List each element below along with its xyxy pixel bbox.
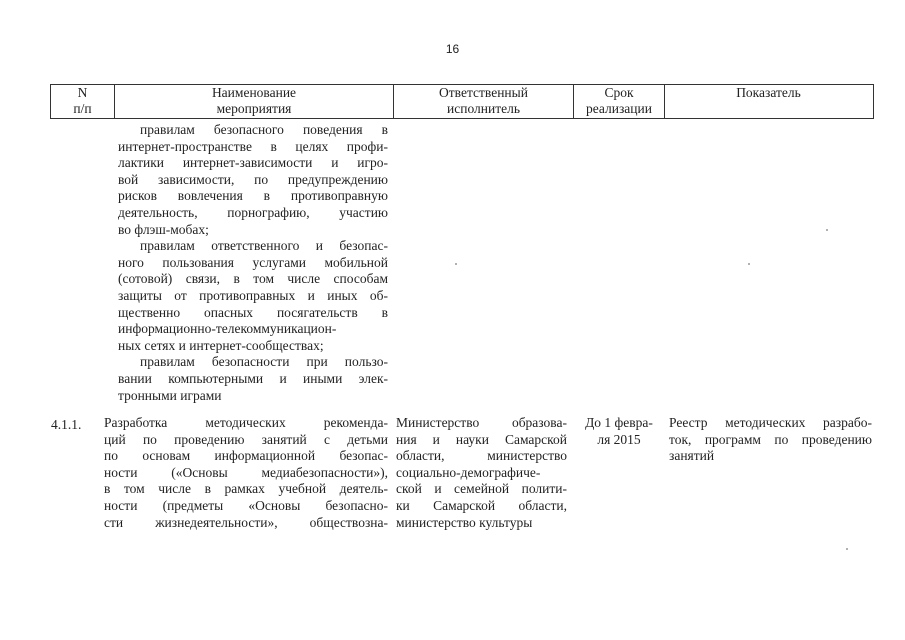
scan-speck xyxy=(846,548,848,550)
text-line: правилам ответственного и безопас- xyxy=(140,238,388,254)
header-term-line1: Срок xyxy=(604,85,634,100)
header-term-line2: реализации xyxy=(586,100,652,116)
text-line: интернет-пространстве в целях профи- xyxy=(118,138,388,154)
text-line: в том числе в рамках учебной деятель- xyxy=(104,481,388,497)
text-line: деятельность, порнографию, участию xyxy=(118,204,388,220)
text-line: ской и семейной полити- xyxy=(396,481,567,497)
header-indicator xyxy=(665,84,872,119)
text-line: во флэш-мобах; xyxy=(118,221,209,237)
page-number: 16 xyxy=(445,42,460,56)
text-line: ности («Основы медиабезопасности»), xyxy=(104,464,388,480)
text-line: сти жизнедеятельности», обществозна- xyxy=(104,514,388,530)
text-line: министерство культуры xyxy=(396,514,533,530)
text-line: ки Самарской области, xyxy=(396,497,567,513)
header-number-line1: N xyxy=(77,85,88,100)
text-line: ток, программ по проведению xyxy=(669,431,872,447)
header-responsible-line1: Ответственный xyxy=(439,85,528,100)
scan-speck xyxy=(826,229,828,231)
text-line: ного пользования услугами мобильной xyxy=(118,254,388,270)
header-term xyxy=(574,84,664,119)
text-line: щественно опасных посягательств в xyxy=(118,304,388,320)
text-line: Министерство образова- xyxy=(396,415,567,430)
header-name xyxy=(115,84,393,119)
row-indicator-cell xyxy=(669,415,872,465)
row-name-cell xyxy=(104,415,388,531)
scan-speck xyxy=(748,263,750,265)
text-line: занятий xyxy=(669,448,715,464)
text-line: социально-демографиче- xyxy=(396,464,541,480)
text-line: ля 2015 xyxy=(597,431,641,447)
text-line: Реестр методических разрабо- xyxy=(669,415,872,430)
header-responsible xyxy=(394,84,573,119)
text-line: области, министерство xyxy=(396,448,567,464)
text-line: лактики интернет-зависимости и игро- xyxy=(118,155,388,171)
text-line: (сотовой) связи, в том числе способам xyxy=(118,271,388,287)
header-name-line2: мероприятия xyxy=(216,100,292,116)
text-line: правилам безопасности при пользо- xyxy=(140,354,388,370)
text-line: вой зависимости, по предупреждению xyxy=(118,171,388,187)
text-line: До 1 февра- xyxy=(585,415,653,430)
continuation-text xyxy=(118,122,388,404)
header-number-line2: п/п xyxy=(73,100,92,116)
row-number: 4.1.1. xyxy=(51,417,82,432)
text-line: Разработка методических рекоменда- xyxy=(104,415,388,430)
text-line: правилам безопасного поведения в xyxy=(140,122,388,137)
row-responsible-cell xyxy=(396,415,567,531)
text-line: вании компьютерными и иными элек- xyxy=(118,370,388,386)
header-name-line1: Наименование xyxy=(211,85,297,100)
text-line: защиты от противоправных и иных об- xyxy=(118,287,388,303)
header-responsible-line2: исполнитель xyxy=(447,100,520,116)
text-line: тронными играми xyxy=(118,387,222,403)
text-line: ций по проведению занятий с детьми xyxy=(104,431,388,447)
header-indicator-text: Показатель xyxy=(736,85,801,100)
text-line: информационно-телекоммуникацион- xyxy=(118,321,337,337)
text-line: ных сетях и интернет-сообществах; xyxy=(118,337,324,353)
text-line: ности (предметы «Основы безопасно- xyxy=(104,497,388,513)
row-term-cell xyxy=(577,415,661,448)
scan-speck xyxy=(455,263,457,265)
header-number xyxy=(51,84,114,119)
text-line: по основам информационной безопас- xyxy=(104,448,388,464)
text-line: ния и науки Самарской xyxy=(396,431,567,447)
text-line: рисков вовлечения в противоправную xyxy=(118,188,388,204)
